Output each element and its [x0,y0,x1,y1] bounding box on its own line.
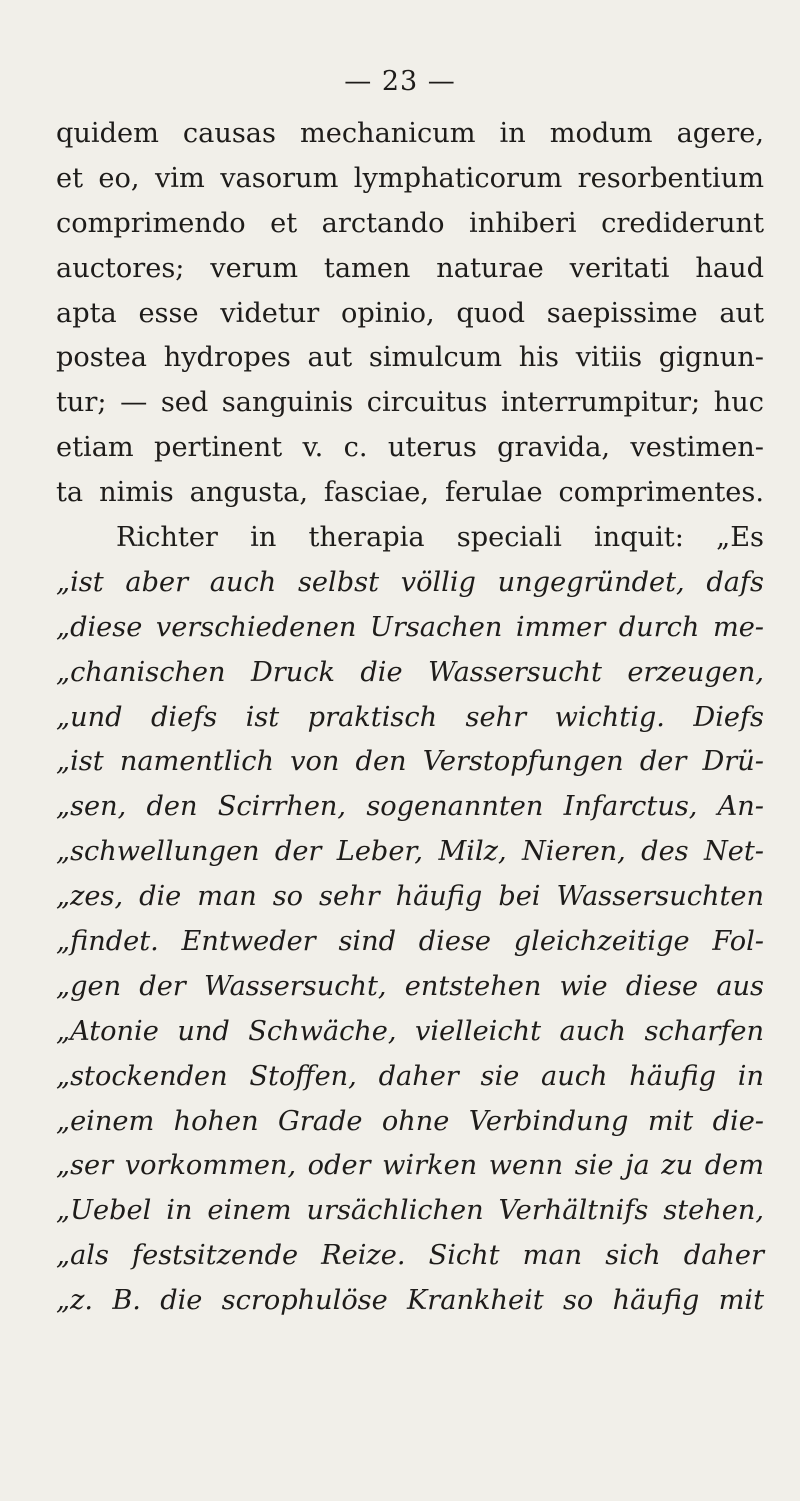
quote-line: „als festsitzende Reize. Sicht man sich daher [56,1240,764,1272]
quote-line: „findet. Entweder sind diese gleichzeitige Fol- [56,926,764,958]
quote-line: „z. B. die scrophulöse Krankheit so häufig mit [56,1285,764,1317]
quote-line: „zes, die man so sehr häufig bei Wassersuchten [56,881,764,913]
quote-line: „diese verschiedenen Ursachen immer durch me- [56,611,764,643]
quote-line: „Uebel in einem ursächlichen Verhältnifs stehen, [56,1195,764,1227]
quote-line: „chanischen Druck die Wassersucht erzeugen, [56,656,764,688]
quote-line: „stockenden Stoffen, daher sie auch häufig in [56,1060,764,1092]
text-line: quidem causas mechanicum in modum agere, [56,118,764,149]
quote-line: „ist aber auch selbst völlig ungegründet, dafs [56,566,764,598]
text-line: apta esse videtur opinio, quod saepissime aut [56,297,764,329]
quote-line: „schwellungen der Leber, Milz, Nieren, des Net- [56,836,764,868]
page-number: — 23 — [344,66,456,97]
text-line: et eo, vim vasorum lymphaticorum resorbentium [56,162,764,194]
text-line: comprimendo et arctando inhiberi crediderunt [56,207,764,239]
quote-line: „und diefs ist praktisch sehr wichtig. Diefs [56,701,764,733]
body-text [56,112,764,1324]
quote-line: „gen der Wassersucht, entstehen wie diese aus [56,970,764,1002]
text-line: auctores; verum tamen naturae veritati haud [56,252,764,284]
quote-line: „ist namentlich von den Verstopfungen der Drü- [56,746,764,778]
text-line: tur; — sed sanguinis circuitus interrumpitur; huc [56,387,764,419]
text-line: ta nimis angusta, fasciae, ferulae comprimentes. [56,477,764,509]
quote-line: „einem hohen Grade ohne Verbindung mit die- [56,1105,764,1137]
quote-line: „ser vorkommen, oder wirken wenn sie ja zu dem [56,1150,764,1182]
quote-line: „Atonie und Schwäche, vielleicht auch scharfen [56,1015,764,1047]
text-line: Richter in therapia speciali inquit: „Es [116,522,764,554]
text-line: etiam pertinent v. c. uterus gravida, vestimen- [56,432,764,464]
text-line: postea hydropes aut simulcum his vitiis gignun- [56,342,764,374]
quote-line: „sen, den Scirrhen, sogenannten Infarctus, An- [56,791,764,823]
